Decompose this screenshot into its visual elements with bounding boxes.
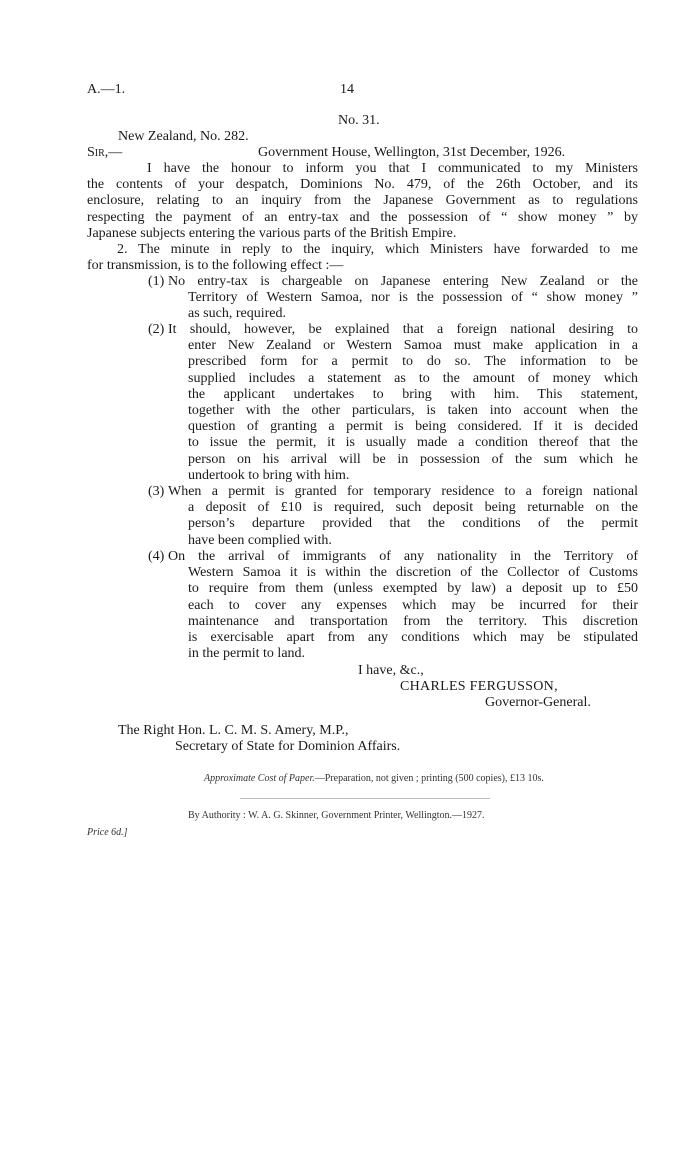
list-item-line: the applicant undertakes to bring with him. This statement, xyxy=(188,386,638,402)
paragraph-1-line: respecting the payment of an entry-tax and the possession of “ show money ” by xyxy=(87,209,638,225)
list-item-line: prescribed form for a permit to do so. The information to be xyxy=(188,354,638,370)
list-item-line: It should, however, be explained that a foreign national desiring to xyxy=(168,322,638,337)
list-item-line: to issue the permit, it is usually made a condition thereof that the xyxy=(188,435,638,451)
list-item-line: Western Samoa it is within the discretion of the Collector of Customs xyxy=(188,565,638,581)
list-item-line: person on his arrival will be in possession of the sum which he xyxy=(188,451,638,467)
paragraph-1 xyxy=(87,161,638,242)
list-item-line: is exercisable apart from any conditions which may be stipulated xyxy=(188,630,638,645)
footer-rule xyxy=(240,798,490,799)
addressee-office: Secretary of State for Dominion Affairs. xyxy=(175,739,401,754)
list-item-line: undertook to bring with him. xyxy=(188,467,350,483)
list-item-line: When a permit is granted for temporary residence to a foreign national xyxy=(168,484,638,499)
list-item-line: enter New Zealand or Western Samoa must make application in a xyxy=(188,338,638,354)
cost-label: Approximate Cost of Paper. xyxy=(204,773,315,784)
salutation: Sir,— xyxy=(87,145,123,160)
paragraph-1-line: Japanese subjects entering the various parts of the British Empire. xyxy=(87,225,457,241)
list-item-line: No entry-tax is chargeable on Japanese entering New Zealand or the xyxy=(168,274,638,289)
paragraph-1-line: enclosure, relating to an inquiry from the Japanese Government as to regulations xyxy=(87,193,638,209)
list-item-line: Territory of Western Samoa, nor is the possession of “ show money ” xyxy=(188,290,638,306)
list-item-number: (3) xyxy=(148,484,165,499)
document-number: No. 31. xyxy=(338,113,380,128)
list-item-line: to require from them (unless exempted by law) a deposit up to £50 xyxy=(188,581,638,597)
list-item-line: a deposit of £10 is required, such deposit being returnable on the xyxy=(188,500,638,516)
list-item-line: as such, required. xyxy=(188,306,286,322)
cost-note xyxy=(204,773,544,785)
paragraph-2-line: 2. The minute in reply to the inquiry, which Ministers have forwarded to me xyxy=(117,242,638,257)
cost-text: —Preparation, not given ; printing (500 copies), £13 10s. xyxy=(314,773,544,784)
list-item-number: (2) xyxy=(148,322,165,337)
list-item-line: person’s departure provided that the conditions of the permit xyxy=(188,516,638,532)
signatory-name: CHARLES FERGUSSON, xyxy=(400,679,558,694)
list-item-line: maintenance and transportation from the territory. This discretion xyxy=(188,613,638,629)
list-item-line: each to cover any expenses which may be incurred for their xyxy=(188,597,638,613)
paragraph-2-line: for transmission, is to the following effect :— xyxy=(87,258,344,274)
paper-reference: A.—1. xyxy=(87,82,126,97)
list-item-line: have been complied with. xyxy=(188,532,332,548)
paragraph-2 xyxy=(87,242,638,274)
paragraph-1-line: the contents of your despatch, Dominions No. 479, of the 26th October, and its xyxy=(87,177,638,193)
price: Price 6d.] xyxy=(87,827,128,838)
dispatch-reference: New Zealand, No. 282. xyxy=(118,129,249,144)
address-line: Government House, Wellington, 31st December, 1926. xyxy=(258,145,566,160)
printing-authority xyxy=(188,810,485,822)
page-number: 14 xyxy=(340,82,354,97)
signatory-title: Governor-General. xyxy=(485,695,591,710)
addressee-name: The Right Hon. L. C. M. S. Amery, M.P., xyxy=(118,723,349,738)
list-item-line: together with the other particulars, is taken into account when the xyxy=(188,403,638,418)
list-item-number: (4) xyxy=(148,549,165,564)
list-item-line: supplied includes a statement as to the amount of money which xyxy=(188,370,638,386)
list-item-line: question of granting a permit is being considered. If it is decided xyxy=(188,419,638,435)
complimentary-close: I have, &c., xyxy=(358,663,424,678)
authority-label: By Authority : xyxy=(188,810,246,821)
paragraph-1-line: I have the honour to inform you that I communicated to my Ministers xyxy=(147,161,638,176)
list-item-line: in the permit to land. xyxy=(188,646,306,662)
authority-text: W. A. G. Skinner, Government Printer, Wellington.—1927. xyxy=(248,810,485,821)
list-item-line: On the arrival of immigrants of any nationality in the Territory of xyxy=(168,549,638,564)
list-item-number: (1) xyxy=(148,274,165,289)
